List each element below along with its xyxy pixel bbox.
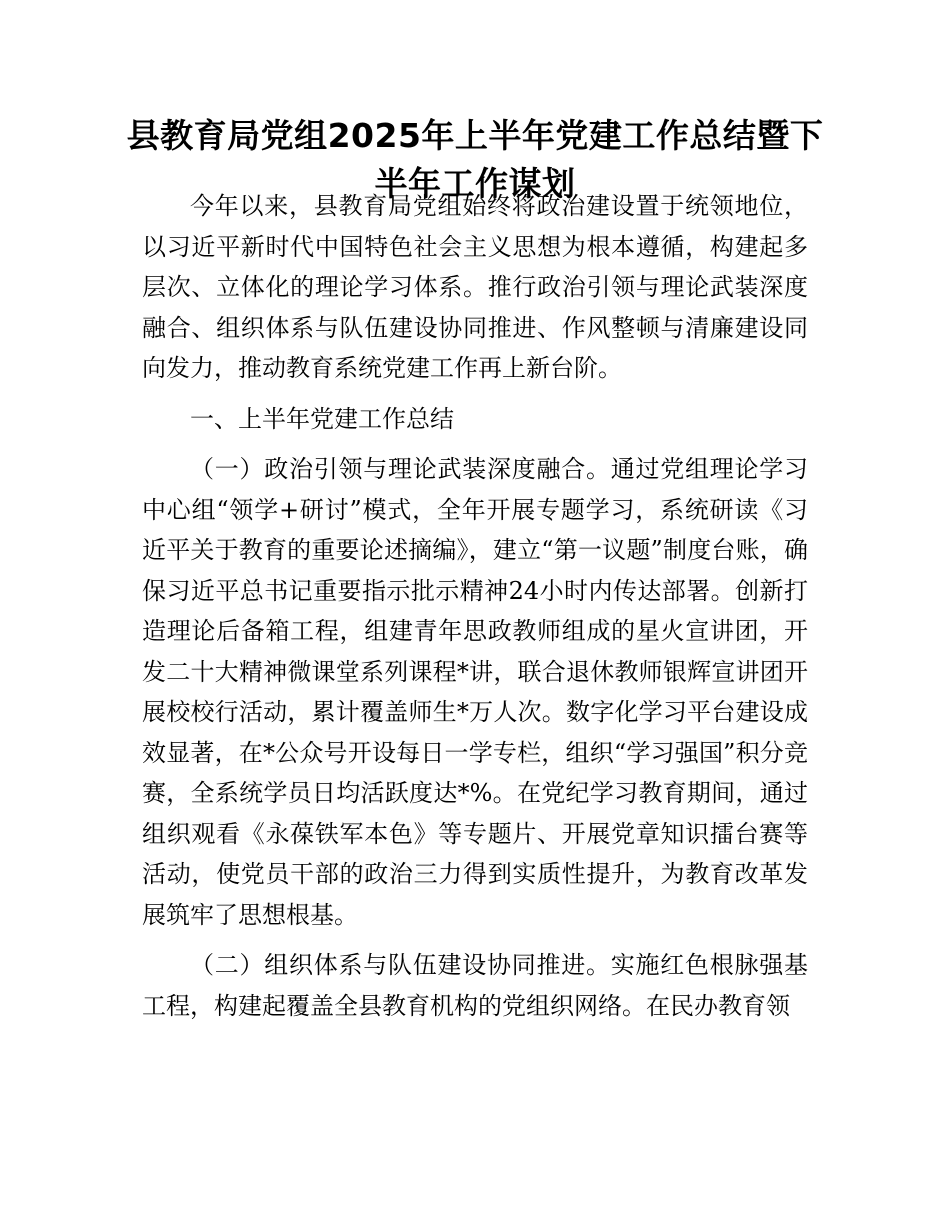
subsection-1-paragraph: （一）政治引领与理论武装深度融合。通过党组理论学习中心组“领学+研讨”模式，全年开展专题学习，系统研读《习近平关于教育的重要论述摘编》，建立“第一议题”制度台账，确保习近平总书记重要指示批示精神24小时内传达部署。创新打造理论后备箱工程，组建青年思政教师组成的星火宣讲团，开发二十大精神微课堂系列课程*讲，联合退休教师银辉宣讲团开展校校行活动，累计覆盖师生*万人次。数字化学习平台建设成效显著，在*公众号开设每日一学专栏，组织“学习强国”积分竞赛，全系统学员日均活跃度达*%。在党纪学习教育期间，通过组织观看《永葆铁军本色》等专题片、开展党章知识擂台赛等活动，使党员干部的政治三力得到实质性提升，为教育改革发展筑牢了思想根基。 [142,455,808,929]
intro-paragraph: 今年以来，县教育局党组始终将政治建设置于统领地位，以习近平新时代中国特色社会主义思想为根本遵循，构建起多层次、立体化的理论学习体系。推行政治引领与理论武装深度融合、组织体系与队伍建设协同推进、作风整顿与清廉建设同向发力，推动教育系统党建工作再上新台阶。 [142,192,808,382]
title-line-2: 半年工作谋划 [374,164,576,203]
document-body [142,186,808,1026]
title-line-1: 县教育局党组2025年上半年党建工作总结暨下 [126,116,824,155]
subsection-2-paragraph: （二）组织体系与队伍建设协同推进。实施红色根脉强基工程，构建起覆盖全县教育机构的党组织网络。在民办教育领 [142,951,808,1020]
section-heading: 一、上半年党建工作总结 [190,404,454,433]
